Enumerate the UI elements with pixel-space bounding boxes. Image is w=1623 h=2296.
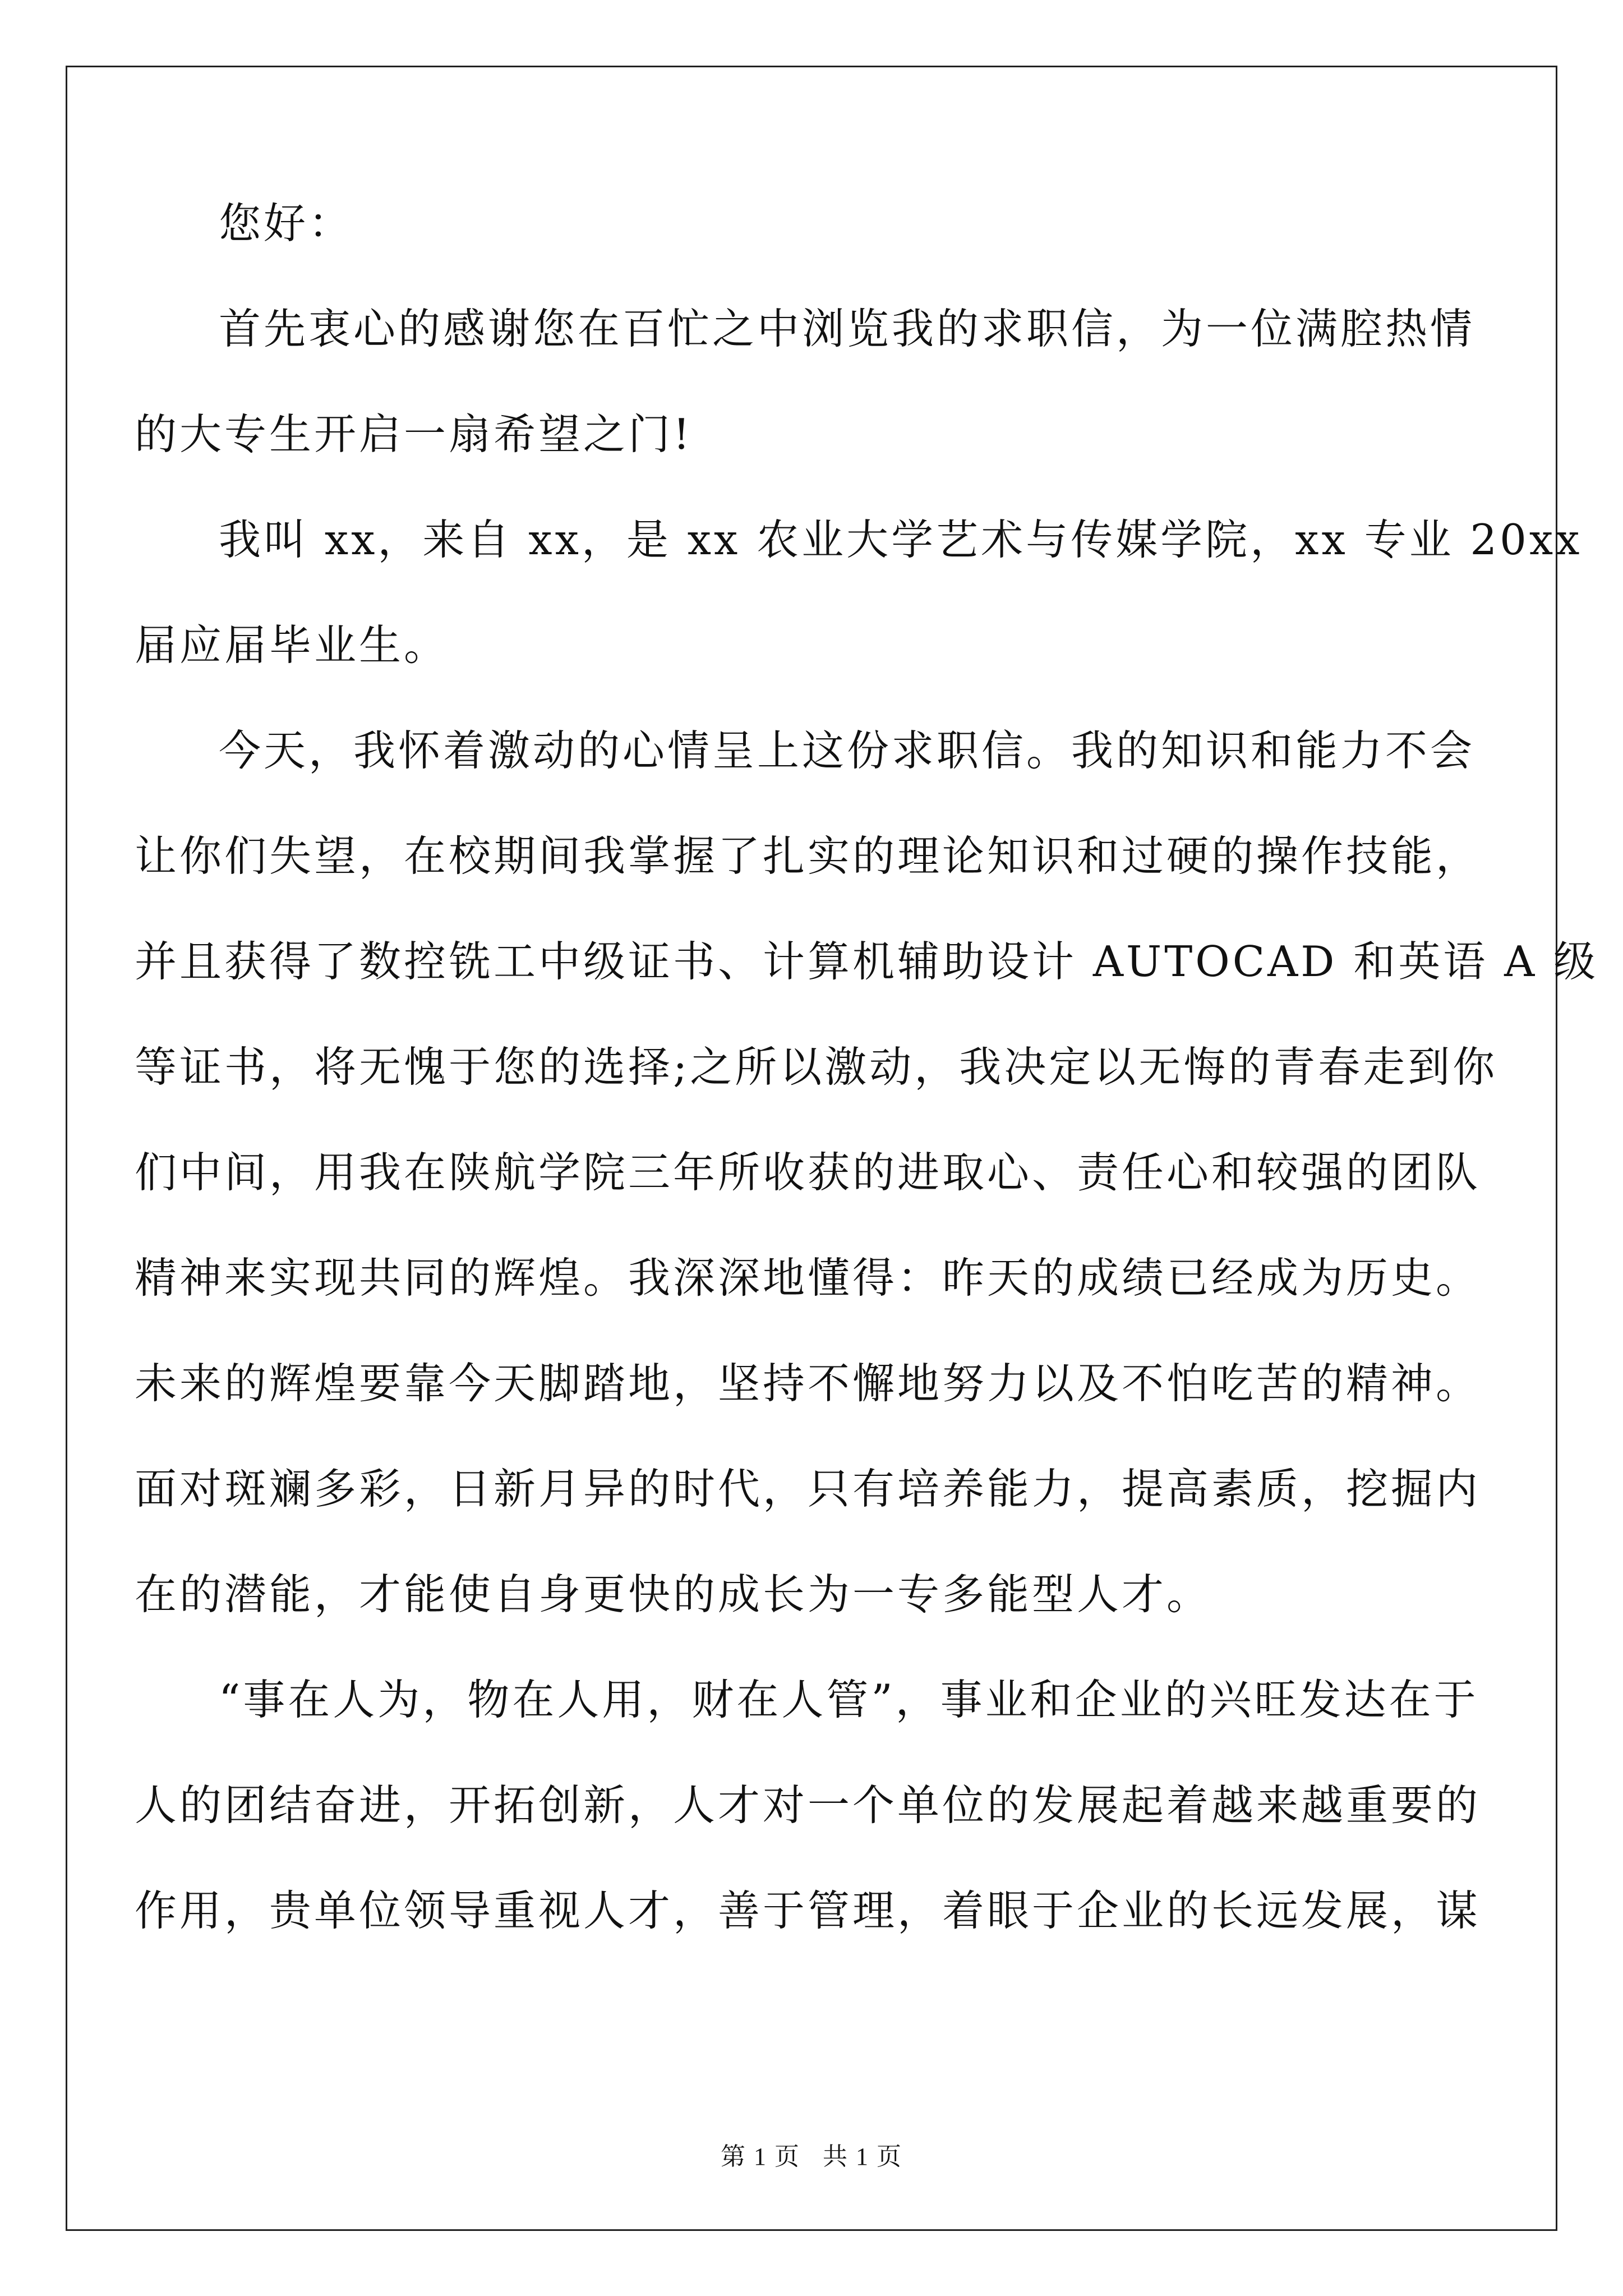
paragraph-line: 届应届毕业生。: [135, 620, 449, 670]
paragraph-line: 们中间，用我在陕航学院三年所收获的进取心、责任心和较强的团队: [135, 1148, 1481, 1197]
paragraph-1: [135, 304, 1476, 459]
page-number: 第 1 页: [721, 2143, 800, 2170]
paragraph-line: 今天，我怀着激动的心情呈上这份求职信。我的知识和能力不会: [219, 726, 1476, 775]
paragraph-line: “事在人为，物在人用，财在人管”，事业和企业的兴旺发达在于: [219, 1675, 1479, 1724]
paragraph-line: 的大专生开启一扇希望之门!: [135, 409, 693, 459]
paragraph-line: 面对斑斓多彩，日新月异的时代，只有培养能力，提高素质，挖掘内: [135, 1464, 1481, 1513]
paragraph-4: [135, 1675, 1481, 1935]
paragraph-line: 在的潜能，才能使自身更快的成长为一专多能型人才。: [135, 1570, 1212, 1619]
page-footer: [0, 2143, 1623, 2171]
greeting: 您好：: [219, 199, 354, 248]
paragraph-line: 我叫 xx，来自 xx，是 xx 农业大学艺术与传媒学院，xx 专业 20xx: [219, 515, 1583, 564]
paragraph-line: 让你们失望，在校期间我掌握了扎实的理论知识和过硬的操作技能，: [135, 831, 1481, 881]
paragraph-line: 未来的辉煌要靠今天脚踏地，坚持不懈地努力以及不怕吃苦的精神。: [135, 1359, 1481, 1408]
paragraph-line: 并且获得了数控铣工中级证书、计算机辅助设计 AUTOCAD 和英语 A 级: [135, 937, 1599, 986]
letter-body: [135, 199, 1599, 1995]
paragraph-line: 精神来实现共同的辉煌。我深深地懂得：昨天的成绩已经成为历史。: [135, 1253, 1481, 1303]
paragraph-line: 作用，贵单位领导重视人才，善于管理，着眼于企业的长远发展，谋: [135, 1886, 1481, 1935]
page-total: 共 1 页: [823, 2143, 902, 2170]
paragraph-2: [135, 515, 1583, 670]
paragraph-line: 等证书，将无愧于您的选择;之所以激动，我决定以无悔的青春走到你: [135, 1042, 1498, 1092]
paragraph-line: 首先衷心的感谢您在百忙之中浏览我的求职信，为一位满腔热情: [219, 304, 1476, 353]
paragraph-3: [135, 726, 1599, 1619]
paragraph-line: 人的团结奋进，开拓创新，人才对一个单位的发展起着越来越重要的: [135, 1780, 1481, 1830]
